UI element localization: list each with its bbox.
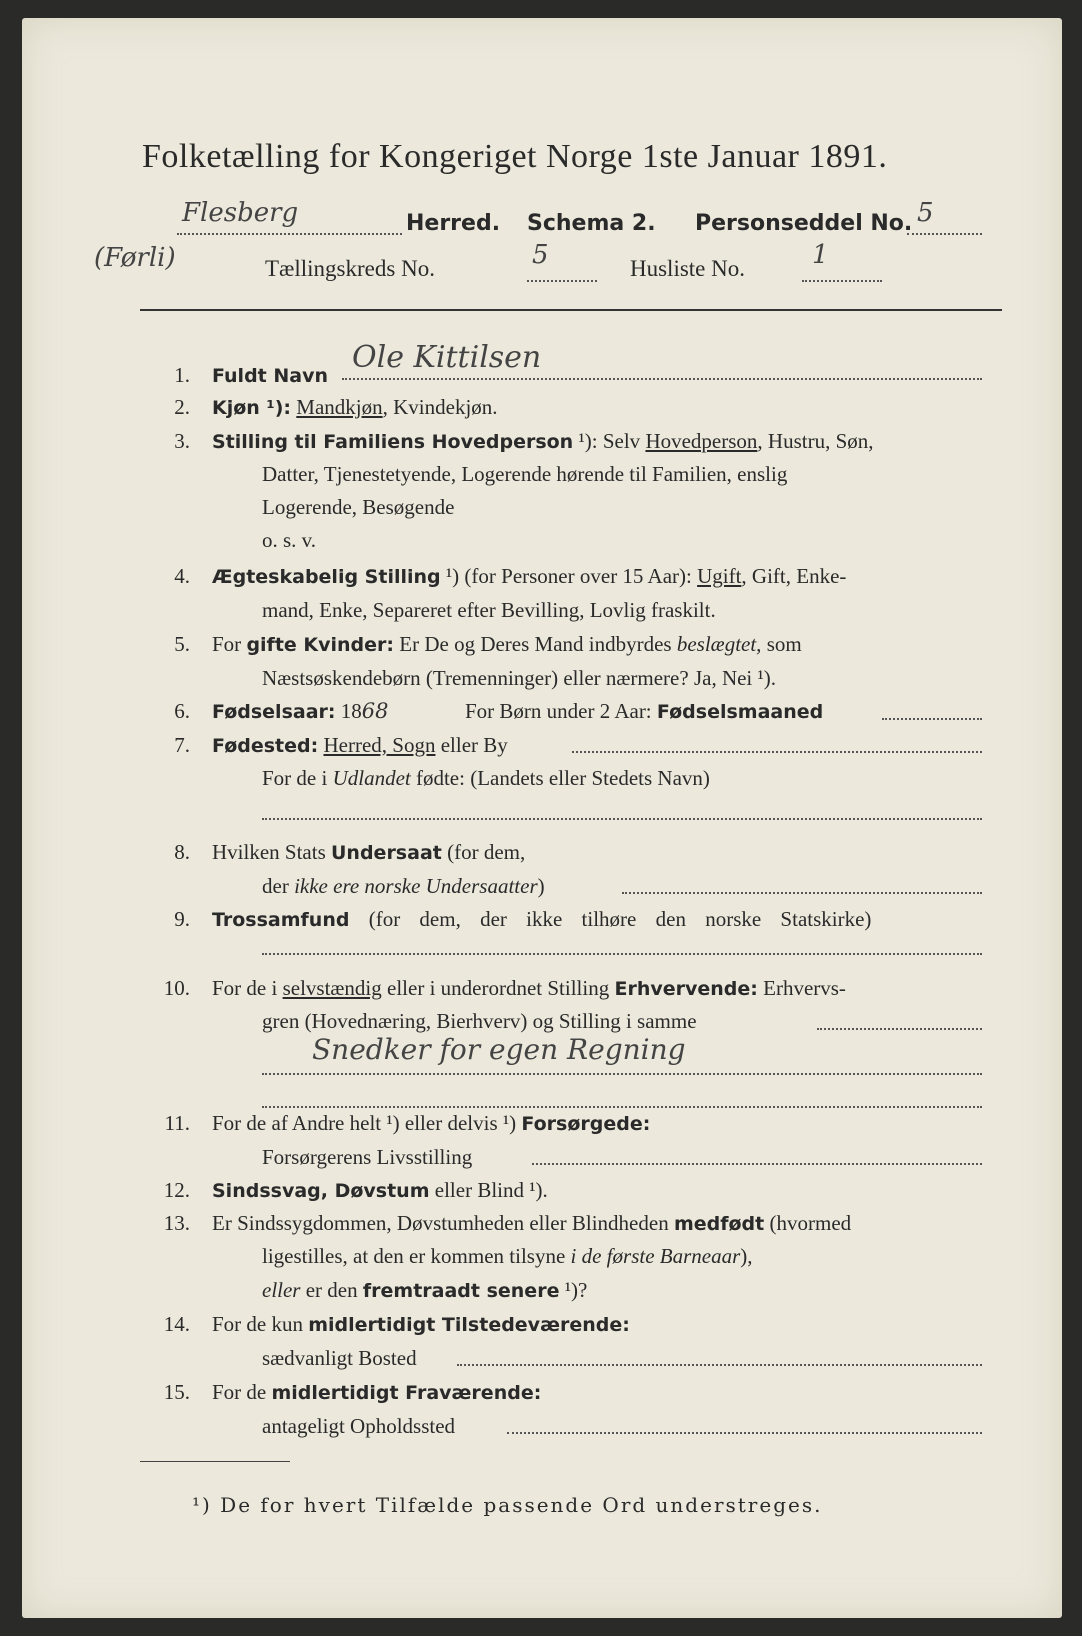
item-13-line-3: eller er den fremtraadt senere ¹)? [262, 1278, 588, 1302]
personseddel-dots [907, 233, 982, 235]
item-7-number: 7. [174, 733, 190, 757]
item-10-number: 10. [163, 976, 190, 1000]
item-10-line-2: gren (Hovednæring, Bierhverv) og Stilling i samme [262, 1009, 697, 1033]
husliste-value: 1 [812, 240, 829, 270]
item-15-number: 15. [163, 1380, 190, 1404]
item-12-number: 12. [163, 1178, 190, 1202]
item-5-number: 5. [174, 632, 190, 656]
item-14-dots [457, 1364, 982, 1366]
item-6-dots [882, 718, 982, 720]
item-13-number: 13. [163, 1211, 190, 1235]
kreds-label: Tællingskreds No. [265, 256, 435, 281]
item-10-dots-3 [262, 1106, 982, 1108]
item-14-line-2: sædvanligt Bosted [262, 1346, 417, 1370]
item-11-line-2: Forsørgerens Livsstilling [262, 1145, 473, 1169]
item-13-line-1: Er Sindssygdommen, Døvstumheden eller Blindheden medfødt (hvormed [212, 1211, 852, 1235]
item-3-line-1: Stilling til Familiens Hovedperson ¹): Selv Hovedperson, Hustru, Søn, [212, 429, 874, 453]
header-rule [140, 309, 1002, 311]
item-5-line-2: Næstsøskendebørn (Tremenninger) eller nærmere? Ja, Nei ¹). [262, 666, 777, 690]
item-10-line-1: For de i selvstændig eller i underordnet Stilling Erhvervende: Erhvervs- [212, 976, 846, 1000]
item-3-number: 3. [174, 429, 190, 453]
item-11-dots [532, 1163, 982, 1165]
kreds-dots [527, 280, 597, 282]
item-10-value: Snedker for egen Regning [312, 1033, 686, 1066]
item-10-dots-2 [262, 1073, 982, 1075]
item-8-line-1: Hvilken Stats Undersaat (for dem, [212, 840, 526, 864]
item-4-line-2: mand, Enke, Separeret efter Bevilling, Lovlig fraskilt. [262, 598, 716, 622]
item-1-dots [342, 378, 982, 380]
item-2-text: Kjøn ¹): Mandkjøn, Kvindekjøn. [212, 395, 498, 419]
item-15-line-1: For de midlertidigt Fraværende: [212, 1380, 542, 1404]
item-8-line-2: der ikke ere norske Undersaatter) [262, 874, 545, 898]
item-8-number: 8. [174, 840, 190, 864]
census-form-sheet [22, 18, 1062, 1618]
item-3-line-4: o. s. v. [262, 528, 317, 552]
item-11-number: 11. [164, 1111, 190, 1135]
schema-label: Schema 2. [527, 211, 656, 236]
herred-dots [177, 233, 402, 235]
item-9-number: 9. [174, 907, 190, 931]
item-7-dots [572, 751, 982, 753]
item-1-label: Fuldt Navn [212, 365, 329, 387]
item-10-dots-1 [817, 1028, 982, 1030]
herred-label: Herred. [406, 211, 501, 236]
item-6-secondary: For Børn under 2 Aar: Fødselsmaaned [465, 699, 824, 723]
item-1-value: Ole Kittilsen [352, 340, 542, 375]
personseddel-label: Personseddel No. [695, 211, 913, 236]
item-4-number: 4. [174, 564, 190, 588]
item-12-text: Sindssvag, Døvstum eller Blind ¹). [212, 1178, 548, 1202]
item-4-line-1: Ægteskabelig Stilling ¹) (for Personer over 15 Aar): Ugift, Gift, Enke- [212, 564, 847, 588]
item-13-line-2: ligestilles, at den er kommen tilsyne i de første Barneaar), [262, 1244, 753, 1268]
footnote-rule [140, 1461, 290, 1462]
item-6-number: 6. [174, 699, 190, 723]
item-3-line-2: Datter, Tjenestetyende, Logerende hørende til Familien, enslig [262, 462, 788, 486]
husliste-dots [802, 280, 882, 282]
item-15-dots [507, 1432, 982, 1434]
footnote: ¹) De for hvert Tilfælde passende Ord understreges. [192, 1493, 823, 1517]
item-7-dots-2 [262, 818, 982, 820]
form-title: Folketælling for Kongeriget Norge 1ste Januar 1891. [142, 138, 888, 175]
item-3-line-3: Logerende, Besøgende [262, 495, 455, 519]
item-9-line-1: Trossamfund (for dem, der ikke tilhøre den norske Statskirke) [212, 907, 872, 931]
personseddel-value: 5 [917, 198, 934, 228]
item-6-text: Fødselsaar: 1868 [212, 699, 389, 723]
item-1-number: 1. [174, 363, 190, 387]
kreds-value: 5 [532, 240, 549, 270]
item-5-line-1: For gifte Kvinder: Er De og Deres Mand indbyrdes beslægtet, som [212, 632, 802, 656]
husliste-label: Husliste No. [630, 256, 745, 281]
item-7-line-2: For de i Udlandet fødte: (Landets eller Stedets Navn) [262, 766, 710, 790]
item-8-dots [622, 892, 982, 894]
item-11-line-1: For de af Andre helt ¹) eller delvis ¹) Forsørgede: [212, 1111, 651, 1135]
item-9-dots [262, 953, 982, 955]
item-14-line-1: For de kun midlertidigt Tilstedeværende: [212, 1312, 630, 1336]
item-2-number: 2. [174, 395, 190, 419]
item-14-number: 14. [163, 1312, 190, 1336]
item-15-line-2: antageligt Opholdssted [262, 1414, 456, 1438]
item-7-line-1: Fødested: Herred, Sogn eller By [212, 733, 508, 757]
herred-value: Flesberg [182, 198, 299, 228]
margin-note: (Førli) [94, 243, 176, 273]
